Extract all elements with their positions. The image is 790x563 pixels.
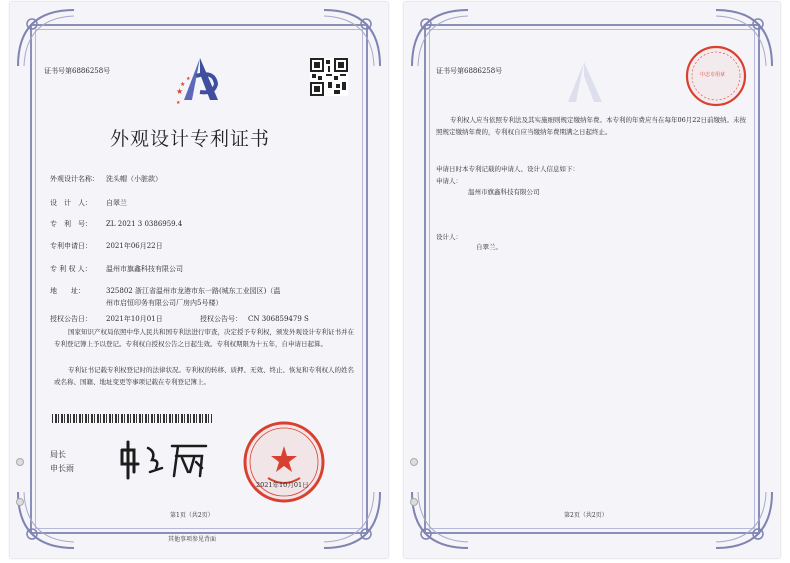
footer-note: 其他事项参见背面 [168, 536, 217, 543]
legal-status-paragraph: 专利证书记载专利权登记时的法律状况。专利权的转移、质押、无效、终止、恢复和专利权人的姓名或名称、国籍、地址变更等事项记载在专利登记簿上。 [54, 366, 354, 386]
cnipa-logo-icon [170, 54, 230, 112]
svg-text:★: ★ [176, 87, 184, 96]
corner-ornament [410, 490, 470, 550]
design-name-value: 洗头帽（小脏款） [106, 175, 162, 183]
certificate-page-2 [404, 2, 780, 558]
certificate-title: 外观设计专利证书 [110, 128, 271, 150]
corner-ornament [714, 490, 774, 550]
certificate-number: 证书号第6886258号 [44, 67, 111, 75]
svg-text:★: ★ [176, 100, 181, 106]
svg-text:★: ★ [186, 76, 191, 82]
grant-number-label: 授权公告号： [200, 315, 242, 323]
director-signature-icon [116, 438, 212, 482]
grant-date-label: 授权公告日： [50, 315, 92, 323]
corner-ornament [16, 490, 76, 550]
director-title: 局长 [50, 450, 66, 459]
designer-label: 设 计 人： [50, 199, 92, 207]
binding-hole [16, 498, 24, 506]
qr-code-icon [310, 58, 348, 96]
grant-statement-paragraph: 国家知识产权局依照中华人民共和国专利法进行审查，决定授予专利权，颁发外观设计专利证书并在专利登记簿上予以登记。专利权自授权公告之日起生效。专利权期限为十五年，自申请日起算。 [54, 328, 354, 348]
designer-value: 自翠兰 [106, 199, 127, 207]
patentee-value: 温州市旗鑫科技有限公司 [106, 265, 183, 273]
patentee-label: 专 利 权 人： [50, 265, 92, 273]
seal-date: 2021年10月01日 [256, 481, 309, 489]
binding-hole [410, 498, 418, 506]
address-label: 地 址： [50, 287, 85, 295]
grant-date-value: 2021年10月01日 [106, 315, 163, 323]
page-number: 第1页（共2页） [170, 512, 214, 519]
filing-date-value: 2021年06月22日 [106, 242, 163, 250]
corner-ornament [410, 8, 470, 68]
applicant-label: 申请人： [436, 177, 462, 185]
patent-number-value: ZL 2021 3 0386959.4 [106, 220, 183, 228]
svg-text:★: ★ [180, 81, 186, 88]
design-name-label: 外观设计名称： [50, 175, 99, 183]
watermark-logo-icon [554, 58, 614, 108]
binding-hole [410, 458, 418, 466]
certificate-page-1 [10, 2, 388, 558]
certificate-number: 证书号第6886258号 [436, 67, 503, 75]
patent-number-label: 专 利 号： [50, 220, 92, 228]
corner-ornament [16, 8, 76, 68]
corner-ornament [322, 490, 382, 550]
annual-fee-paragraph: 专利权人应当依照专利法及其实施细则规定缴纳年费。本专利的年费应当在每年06月22日前缴纳。未按照规定缴纳年费的，专利权自应当缴纳年费期满之日起终止。 [436, 116, 747, 136]
grant-number-value: CN 306859479 S [248, 315, 309, 323]
official-seal-icon [242, 420, 326, 504]
page-number: 第2页（共2页） [564, 512, 608, 519]
applicant-value: 温州市旗鑫科技有限公司 [468, 188, 540, 196]
designer-label: 设计人： [436, 233, 462, 241]
filing-date-label: 专利申请日： [50, 242, 92, 250]
barcode-strip [52, 414, 212, 423]
director-name: 申长雨 [50, 464, 74, 473]
address-line-2: 州市启恒印务有限公司厂房内5号楼） [106, 299, 223, 307]
designer-value: 自翠兰。 [476, 243, 502, 251]
applicant-info-heading: 申请日时本专利记载的申请人、设计人信息如下： [436, 165, 579, 173]
binding-hole [16, 458, 24, 466]
address-line-1: 325802 浙江省温州市龙港市东一路(城东工业园区)（温 [106, 287, 281, 295]
registration-seal-text: 中志专用章 [700, 72, 726, 78]
